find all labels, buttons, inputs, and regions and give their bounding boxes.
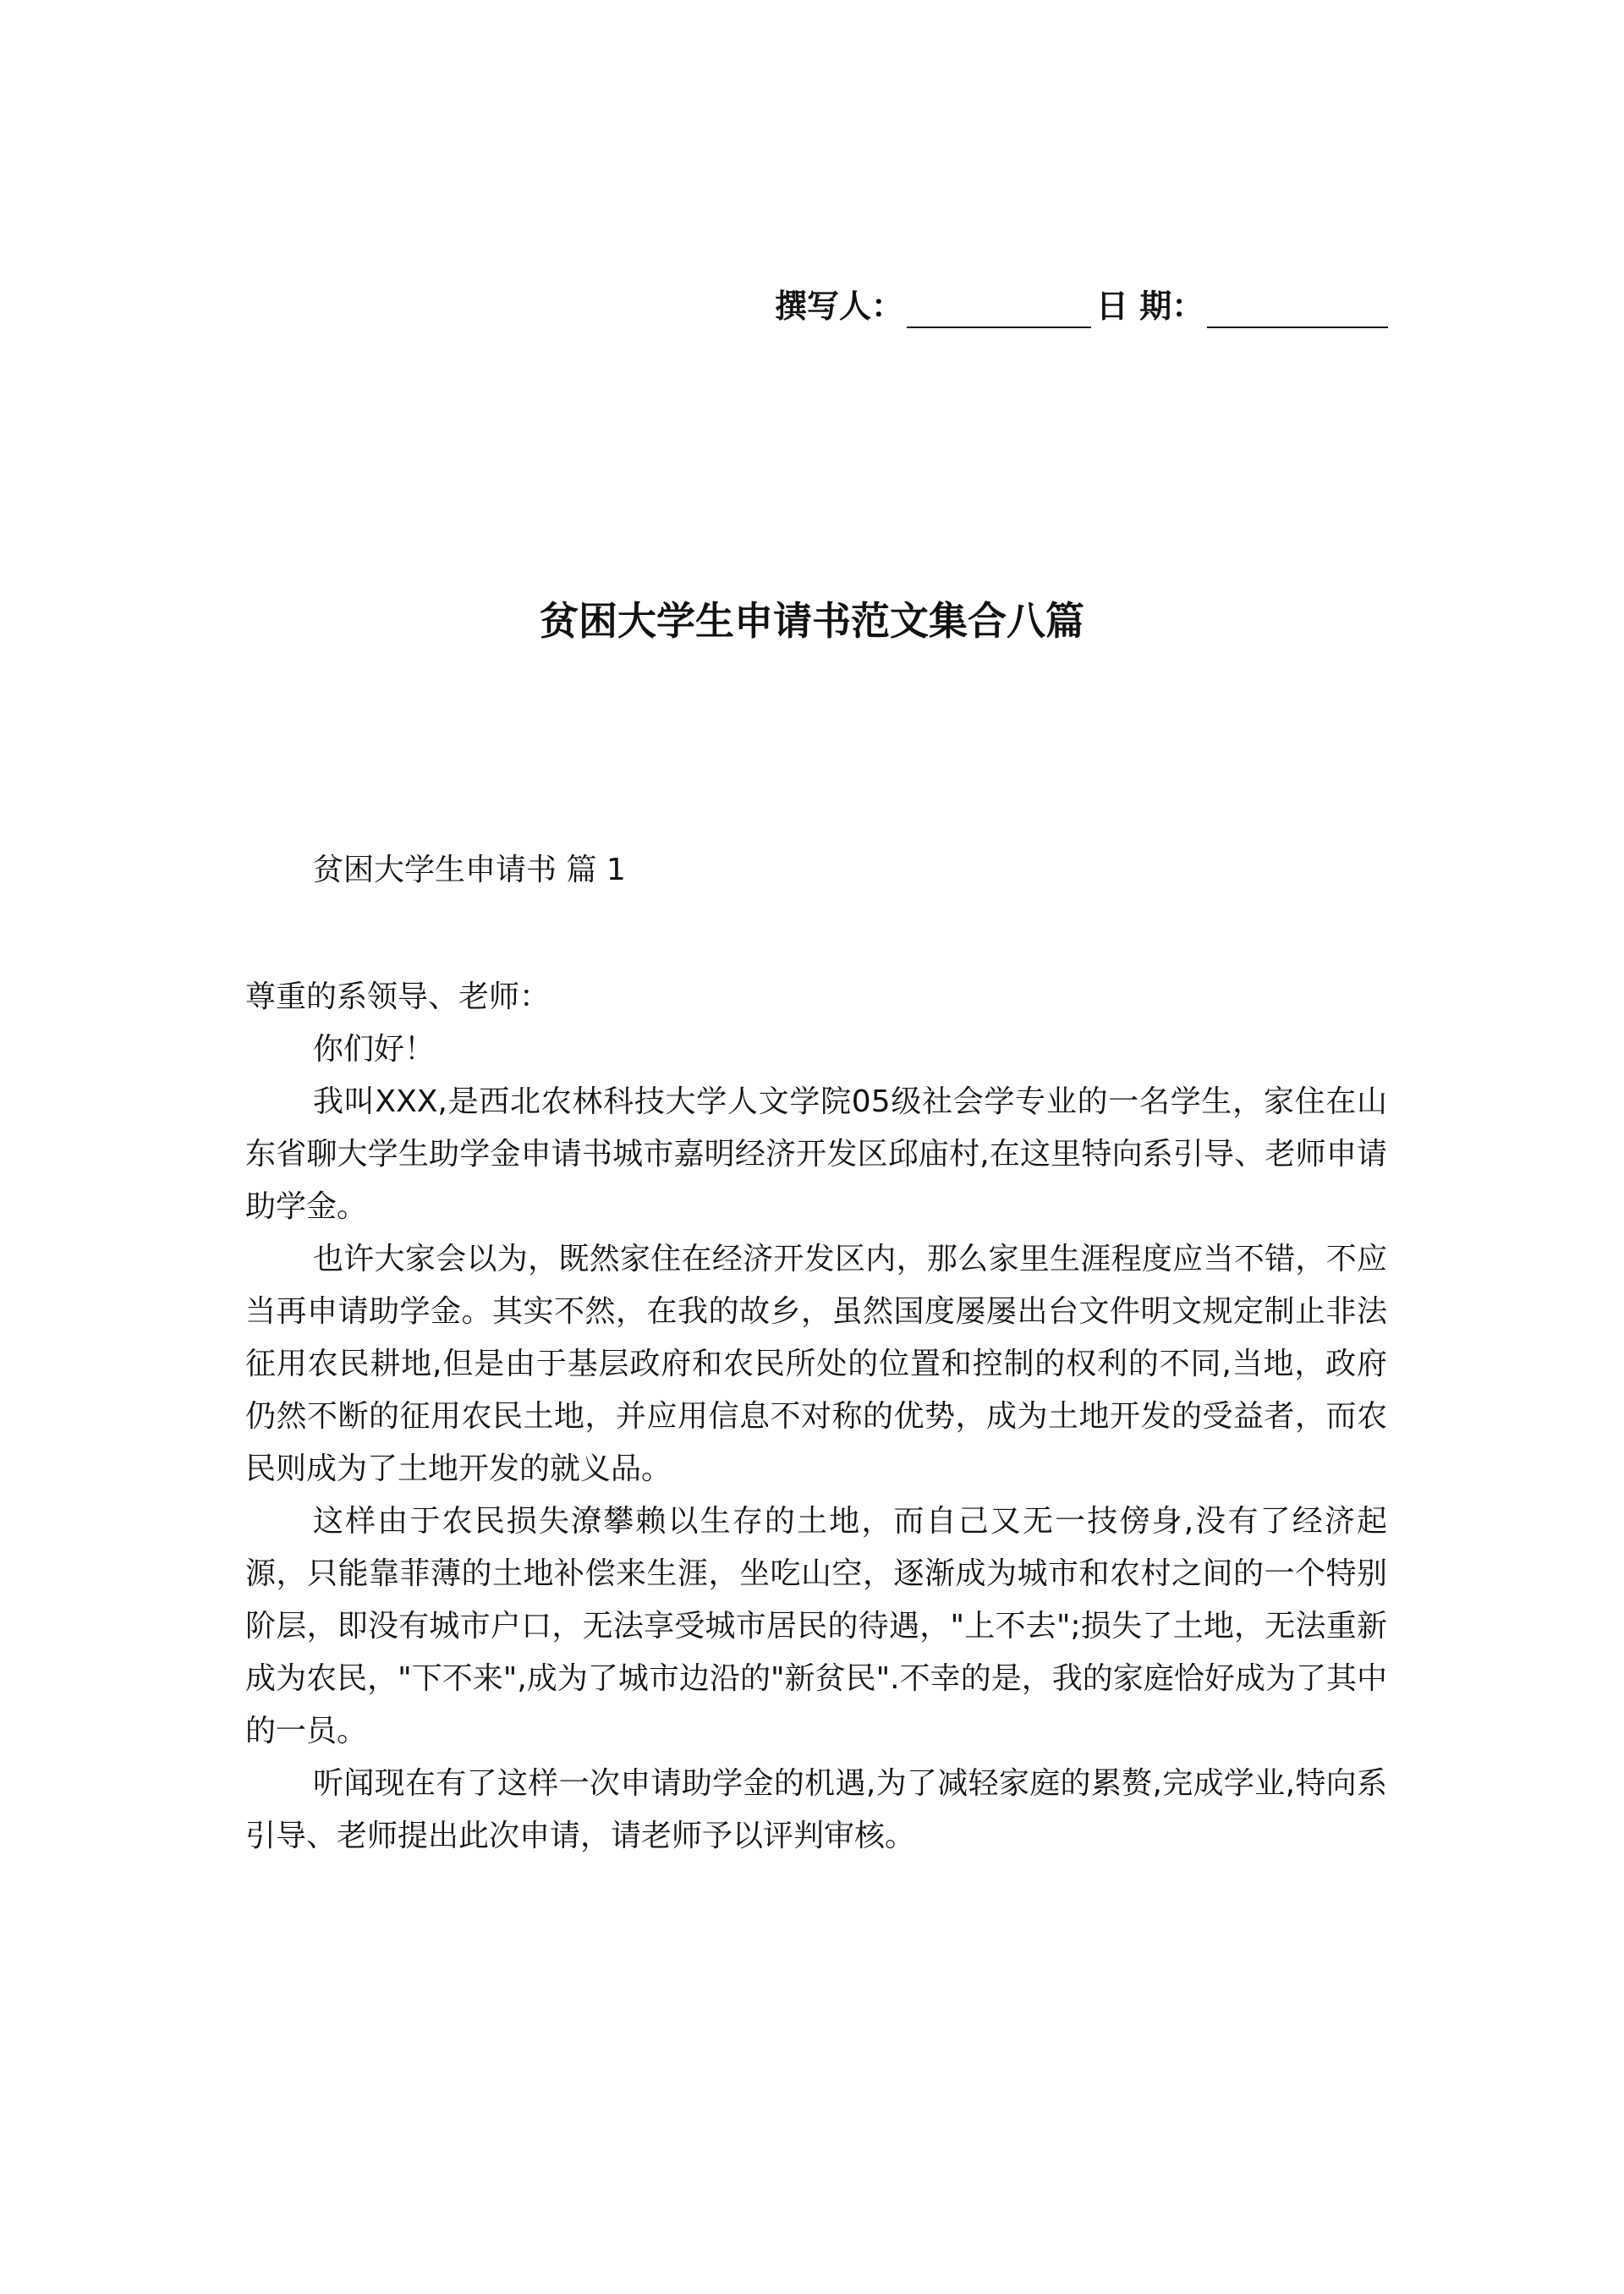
paragraph-3: 这样由于农民损失潦攀赖以生存的土地，而自己又无一技傍身,没有了经济起源，只能靠菲薄的土地补偿来生涯，坐吃山空，逐渐成为城市和农村之间的一个特别阶层，即没有城市户口，无法享受城市居民的待遇，"上不去";损失了土地，无法重新成为农民，"下不来",成为了城市边沿的"新贫民".不幸的是，我的家庭恰好成为了其中的一员。 (245, 1504, 1387, 1748)
date-blank (1207, 291, 1388, 328)
section-heading: 贫困大学生申请书 篇 1 (313, 853, 626, 887)
author-date-line (775, 284, 1401, 335)
paragraph-2: 也许大家会以为，既然家住在经济开发区内，那么家里生涯程度应当不错，不应当再申请助学金。其实不然，在我的故乡，虽然国度屡屡出台文件明文规定制止非法征用农民耕地,但是由于基层政府和农民所处的位置和控制的权利的不同,当地，政府仍然不断的征用农民土地，并应用信息不对称的优势，成为土地开发的受益者，而农民则成为了土地开发的就义品。 (245, 1242, 1387, 1486)
date-label: 日 期： (1096, 288, 1204, 325)
author-blank (907, 291, 1091, 328)
letter-body (245, 971, 1387, 1863)
paragraph-1: 我叫XXX,是西北农林科技大学人文学院05级社会学专业的一名学生，家住在山东省聊大学生助学金申请书城市嘉明经济开发区邱庙村,在这里特向系引导、老师申请助学金。 (245, 1084, 1387, 1224)
document-title: 贫困大学生申请书范文集合八篇 (540, 598, 1084, 644)
greeting: 你们好！ (313, 1032, 436, 1067)
salutation: 尊重的系领导、老师： (245, 980, 551, 1014)
author-label: 撰写人： (775, 288, 904, 325)
paragraph-4: 听闻现在有了这样一次申请助学金的机遇,为了减轻家庭的累赘,完成学业,特向系引导、老师提出此次申请，请老师予以评判审核。 (245, 1766, 1387, 1853)
